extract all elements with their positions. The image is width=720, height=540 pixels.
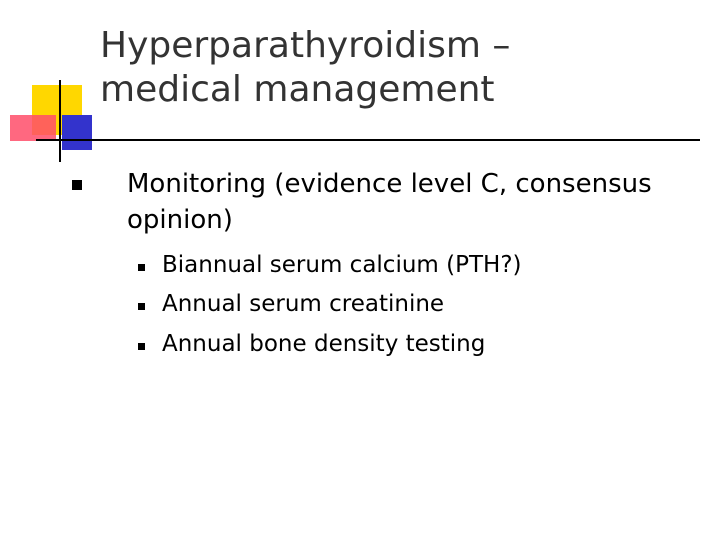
corner-decoration [0,0,110,175]
deco-blue-square [62,115,92,150]
sub-bullet-text-calcium: Biannual serum calcium (PTH?) [162,252,522,278]
title-underline [36,139,700,141]
bullet-icon [138,303,145,310]
bullet-icon [138,264,145,271]
slide-title [100,24,700,112]
slide-title-line-2: medical management [100,69,495,110]
deco-red-bar [10,115,56,141]
bullet-text-monitoring: Monitoring (evidence level C, consensus opinion) [127,169,652,235]
sub-bullet-text-bone-density: Annual bone density testing [162,331,486,357]
bullet-icon [72,180,82,190]
sub-bullet-text-creatinine: Annual serum creatinine [162,291,445,317]
slide-title-line-1: Hyperparathyroidism – [100,25,511,66]
bullet-icon [138,343,145,350]
